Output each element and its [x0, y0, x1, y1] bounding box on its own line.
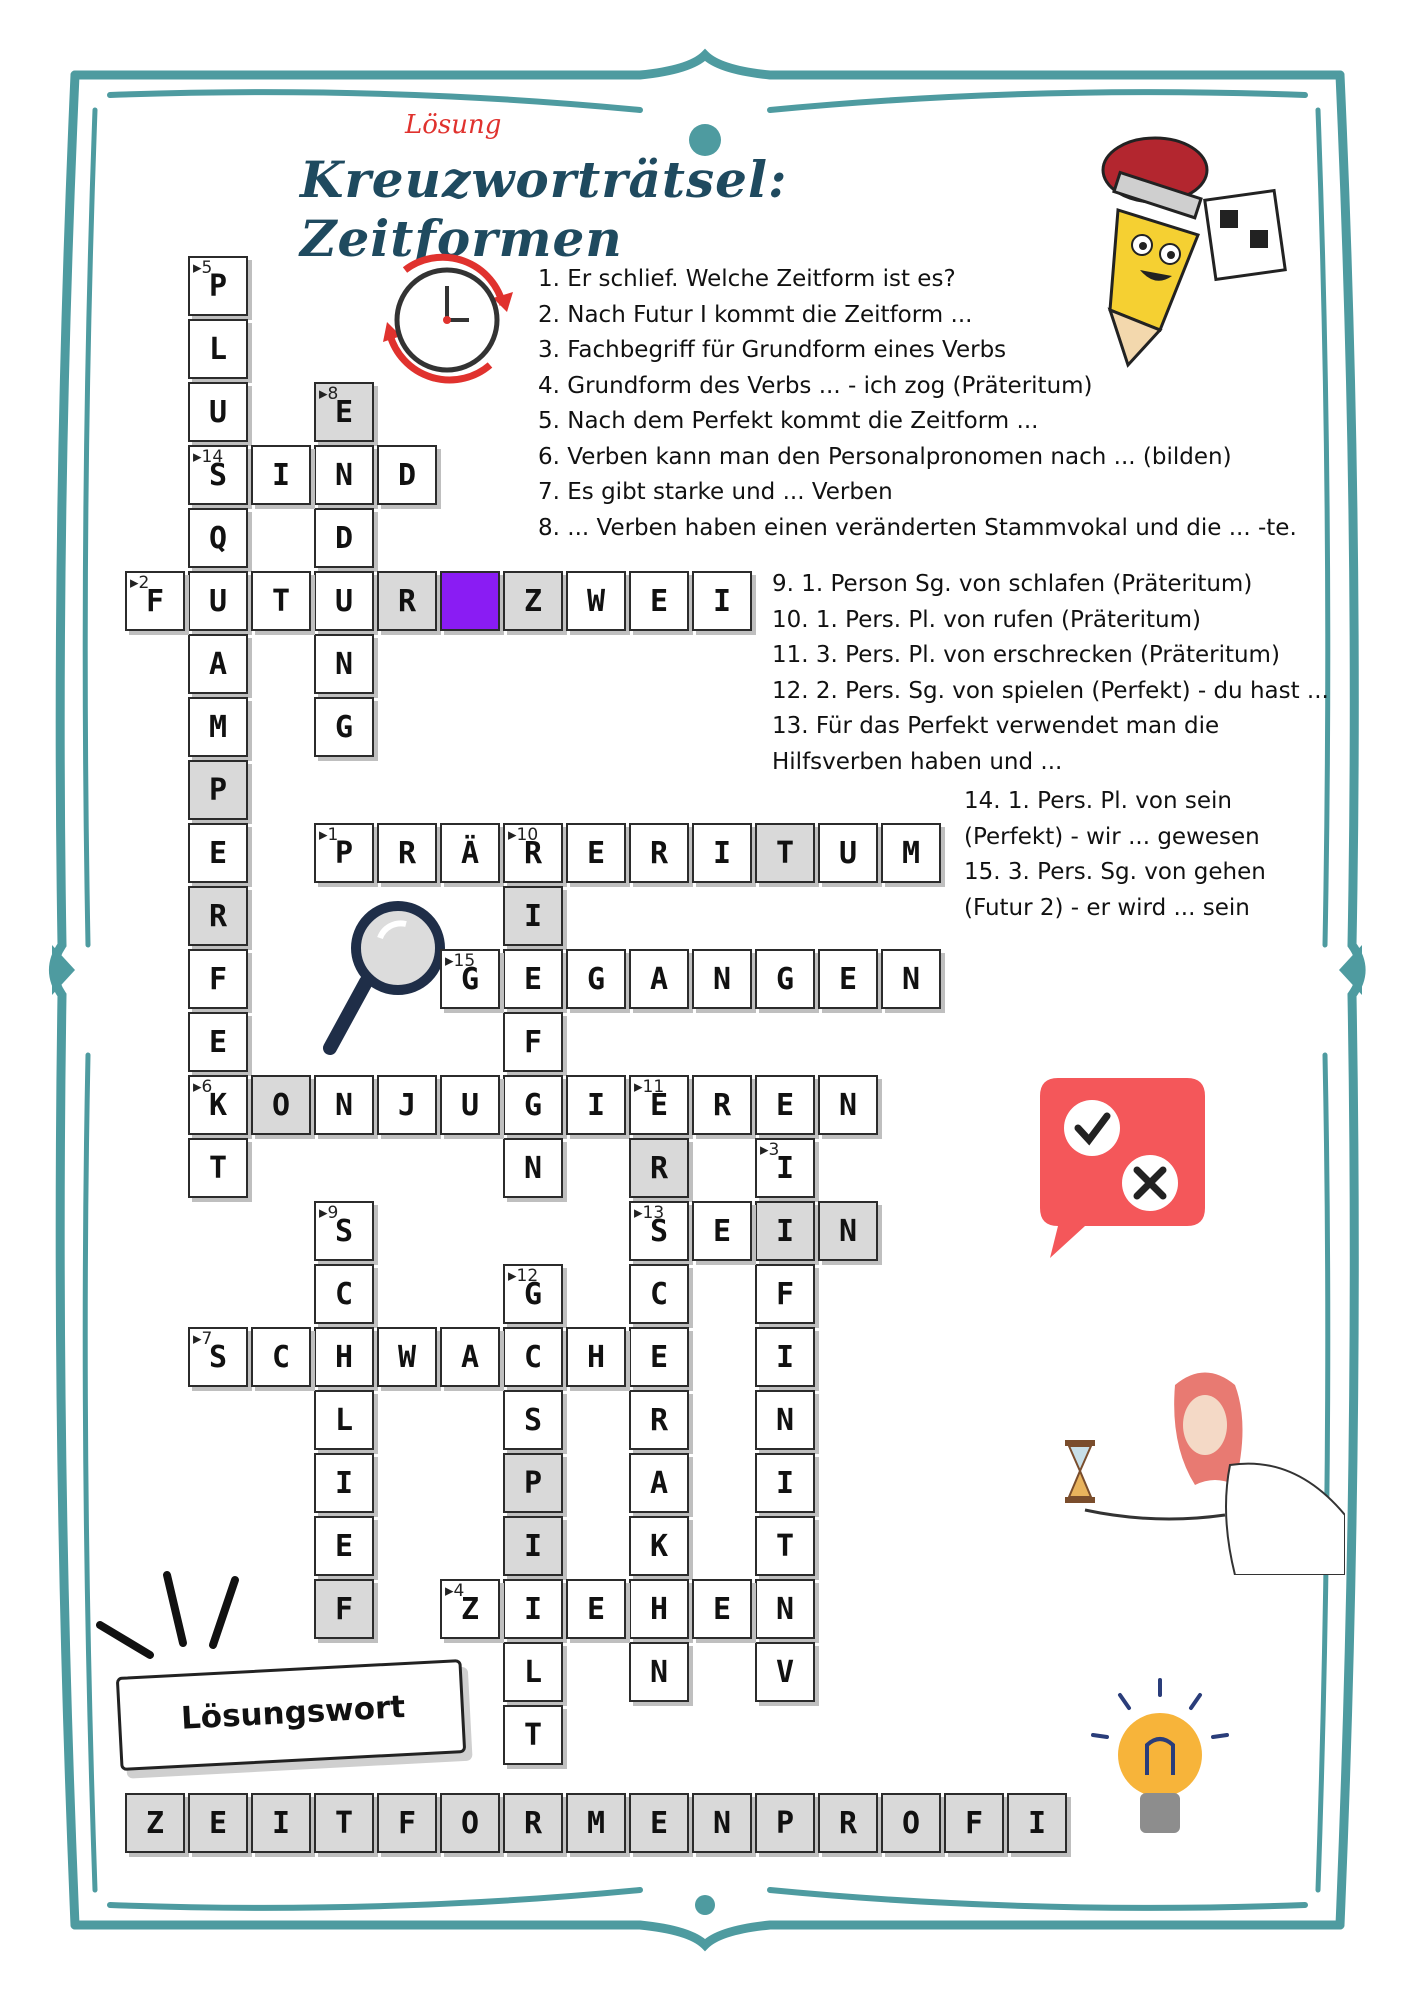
crossword-cell[interactable] — [503, 1453, 563, 1513]
clue-3: 3. Fachbegriff für Grundform eines Verbs — [538, 337, 1007, 363]
cell-letter: T — [271, 584, 291, 619]
clue-15-cont: (Futur 2) - er wird ... sein — [964, 894, 1250, 921]
cell-letter: G — [460, 962, 480, 997]
crossword-cell[interactable] — [188, 256, 248, 316]
cell-letter: R — [649, 1151, 669, 1186]
crossword-cell[interactable] — [440, 571, 500, 631]
crossword-cell[interactable] — [503, 886, 563, 946]
crossword-cell[interactable] — [881, 823, 941, 883]
clue-number: ▸8 — [319, 384, 339, 404]
crossword-cell[interactable] — [755, 1516, 815, 1576]
cell-letter: C — [271, 1340, 291, 1375]
crossword-cell[interactable] — [314, 508, 374, 568]
cell-letter: P — [208, 773, 228, 808]
clue-15: 15. 3. Pers. Sg. von gehen — [964, 859, 1266, 885]
solution-letter: I — [1027, 1806, 1047, 1841]
crossword-cell[interactable] — [188, 571, 248, 631]
clue-8: 8. ... Verben haben einen veränderten Stammvokal und die ... -te. — [538, 514, 1297, 541]
clue-13-cont: Hilfsverben haben und ... — [772, 748, 1063, 775]
cell-letter: N — [649, 1655, 669, 1690]
clue-14: 14. 1. Pers. Pl. von sein — [964, 788, 1232, 814]
cell-letter: U — [208, 395, 228, 430]
crossword-cell[interactable] — [188, 319, 248, 379]
solution-letter: N — [712, 1806, 732, 1841]
clue-7: 7. Es gibt starke und ... Verben — [538, 479, 893, 505]
cell-letter: C — [523, 1340, 543, 1375]
cell-letter: E — [838, 962, 858, 997]
crossword-cell[interactable] — [503, 1075, 563, 1135]
cell-letter: I — [334, 1466, 354, 1501]
cell-letter: U — [208, 584, 228, 619]
cell-letter: S — [208, 1340, 228, 1375]
cell-letter: Z — [460, 1592, 480, 1627]
crossword-cell[interactable] — [188, 508, 248, 568]
clue-number: ▸13 — [634, 1203, 665, 1223]
cell-letter: R — [397, 584, 417, 619]
clue-2: 2. Nach Futur I kommt die Zeitform ... — [538, 301, 973, 328]
cell-letter: S — [334, 1214, 354, 1249]
crossword-cell[interactable] — [314, 634, 374, 694]
cell-letter: Ä — [460, 836, 480, 871]
cell-letter: I — [523, 899, 543, 934]
solution-cell[interactable] — [692, 1793, 752, 1853]
crossword-cell[interactable] — [629, 1579, 689, 1639]
cell-letter: F — [208, 962, 228, 997]
crossword-cell[interactable] — [629, 1264, 689, 1324]
clue-number: ▸12 — [508, 1266, 539, 1286]
crossword-cell[interactable] — [188, 1138, 248, 1198]
solution-letter: E — [649, 1806, 669, 1841]
solution-cell[interactable] — [440, 1793, 500, 1853]
crossword-cell[interactable] — [503, 823, 563, 883]
solution-cell[interactable] — [377, 1793, 437, 1853]
solution-cell[interactable] — [503, 1793, 563, 1853]
crossword-cell[interactable] — [188, 634, 248, 694]
cell-letter: T — [208, 1151, 228, 1186]
solution-tag: Lösung — [405, 110, 502, 140]
cell-letter: R — [523, 836, 543, 871]
solution-letter: R — [523, 1806, 543, 1841]
crossword-cell[interactable] — [629, 1516, 689, 1576]
crossword-cell[interactable] — [314, 1390, 374, 1450]
cell-letter: O — [271, 1088, 291, 1123]
crossword-cell[interactable] — [440, 1327, 500, 1387]
cell-letter: E — [208, 836, 228, 871]
clue-number: ▸3 — [760, 1140, 780, 1160]
cell-letter: C — [649, 1277, 669, 1312]
solution-cell[interactable] — [188, 1793, 248, 1853]
cell-letter: E — [649, 584, 669, 619]
crossword-cell[interactable] — [314, 1579, 374, 1639]
crossword-cell[interactable] — [818, 949, 878, 1009]
crossword-cell[interactable] — [503, 1390, 563, 1450]
crossword-cell[interactable] — [755, 949, 815, 1009]
solution-cell[interactable] — [881, 1793, 941, 1853]
crossword-cell[interactable] — [629, 1075, 689, 1135]
cell-letter: I — [271, 458, 291, 493]
cell-letter: A — [460, 1340, 480, 1375]
solution-letter: F — [397, 1806, 417, 1841]
solution-letter: O — [460, 1806, 480, 1841]
cell-letter: R — [649, 1403, 669, 1438]
crossword-cell[interactable] — [188, 1075, 248, 1135]
clue-number: ▸2 — [130, 573, 150, 593]
solution-label: Lösungswort — [180, 1689, 407, 1737]
crossword-cell[interactable] — [188, 1327, 248, 1387]
crossword-cell[interactable] — [188, 823, 248, 883]
crossword-cell[interactable] — [251, 1075, 311, 1135]
crossword-cell[interactable] — [440, 949, 500, 1009]
crossword-cell[interactable] — [755, 823, 815, 883]
crossword-cell[interactable] — [188, 886, 248, 946]
crossword-cell[interactable] — [566, 949, 626, 1009]
cell-letter: W — [586, 584, 606, 619]
crossword-cell[interactable] — [314, 823, 374, 883]
crossword-cell[interactable] — [314, 382, 374, 442]
solution-cell[interactable] — [818, 1793, 878, 1853]
crossword-cell[interactable] — [629, 1390, 689, 1450]
crossword-cell[interactable] — [503, 1642, 563, 1702]
cell-letter: G — [523, 1088, 543, 1123]
crossword-cell[interactable] — [755, 1264, 815, 1324]
cell-letter: G — [775, 962, 795, 997]
crossword-cell[interactable] — [188, 760, 248, 820]
crossword-cell[interactable] — [503, 1705, 563, 1765]
cell-letter: T — [775, 1529, 795, 1564]
solution-letter: M — [586, 1806, 606, 1841]
solution-cell[interactable] — [314, 1793, 374, 1853]
cell-letter: U — [334, 584, 354, 619]
clue-number: ▸7 — [193, 1329, 213, 1349]
cell-letter: E — [334, 1529, 354, 1564]
cell-letter: S — [523, 1403, 543, 1438]
clue-11: 11. 3. Pers. Pl. von erschrecken (Präteritum) — [772, 642, 1280, 668]
crossword-cell[interactable] — [314, 1075, 374, 1135]
crossword-cell[interactable] — [440, 1579, 500, 1639]
crossword-cell[interactable] — [755, 1075, 815, 1135]
crossword-cell[interactable] — [881, 949, 941, 1009]
cell-letter: A — [649, 962, 669, 997]
solution-cell[interactable] — [125, 1793, 185, 1853]
cell-letter: A — [649, 1466, 669, 1501]
crossword-cell[interactable] — [440, 823, 500, 883]
cell-letter: E — [523, 962, 543, 997]
cell-letter: F — [145, 584, 165, 619]
cell-letter: G — [586, 962, 606, 997]
crossword-cell[interactable] — [629, 823, 689, 883]
cell-letter: S — [649, 1214, 669, 1249]
cell-letter: N — [334, 647, 354, 682]
cell-letter: E — [334, 395, 354, 430]
crossword-cell[interactable] — [188, 382, 248, 442]
crossword-cell[interactable] — [440, 1075, 500, 1135]
solution-cell[interactable] — [629, 1793, 689, 1853]
crossword-cell[interactable] — [251, 1327, 311, 1387]
crossword-cell[interactable] — [692, 1075, 752, 1135]
cell-letter: E — [775, 1088, 795, 1123]
cell-letter: U — [838, 836, 858, 871]
cell-letter: H — [586, 1340, 606, 1375]
cell-letter: G — [523, 1277, 543, 1312]
solution-letter: O — [901, 1806, 921, 1841]
cell-letter: Z — [523, 584, 543, 619]
crossword-cell[interactable] — [755, 1453, 815, 1513]
clue-5: 5. Nach dem Perfekt kommt die Zeitform ... — [538, 408, 1039, 434]
clue-13: 13. Für das Perfekt verwendet man die — [772, 713, 1220, 739]
solution-cell[interactable] — [251, 1793, 311, 1853]
cell-letter: I — [712, 836, 732, 871]
crossword-cell[interactable] — [503, 1516, 563, 1576]
cell-letter: E — [586, 836, 606, 871]
solution-letter: I — [271, 1806, 291, 1841]
clue-number: ▸4 — [445, 1581, 465, 1601]
cell-letter: I — [775, 1466, 795, 1501]
crossword-cell[interactable] — [755, 1327, 815, 1387]
cell-letter: E — [712, 1592, 732, 1627]
crossword-cell[interactable] — [692, 949, 752, 1009]
crossword-cell[interactable] — [629, 1201, 689, 1261]
crossword-cell[interactable] — [755, 1390, 815, 1450]
cell-letter: N — [712, 962, 732, 997]
clue-number: ▸5 — [193, 258, 213, 278]
crossword-cell[interactable] — [188, 697, 248, 757]
crossword-cell[interactable] — [629, 949, 689, 1009]
crossword-cell[interactable] — [377, 823, 437, 883]
solution-cell[interactable] — [566, 1793, 626, 1853]
solution-cell[interactable] — [1007, 1793, 1067, 1853]
solution-letter: R — [838, 1806, 858, 1841]
crossword-cell[interactable] — [629, 1642, 689, 1702]
crossword-cell[interactable] — [692, 1201, 752, 1261]
cell-letter: L — [523, 1655, 543, 1690]
solution-letter: E — [208, 1806, 228, 1841]
cell-letter: P — [334, 836, 354, 871]
cell-letter: N — [838, 1088, 858, 1123]
crossword-cell[interactable] — [503, 949, 563, 1009]
crossword-cell[interactable] — [503, 1012, 563, 1072]
crossword-cell[interactable] — [692, 823, 752, 883]
cell-letter: K — [649, 1529, 669, 1564]
clue-6: 6. Verben kann man den Personalpronomen nach ... (bilden) — [538, 443, 1232, 470]
crossword-cell[interactable] — [377, 445, 437, 505]
cell-letter: D — [334, 521, 354, 556]
clue-4: 4. Grundform des Verbs ... - ich zog (Präteritum) — [538, 372, 1093, 399]
cell-letter: R — [208, 899, 228, 934]
cell-letter: T — [523, 1718, 543, 1753]
crossword-cell[interactable] — [503, 1264, 563, 1324]
crossword-cell[interactable] — [188, 445, 248, 505]
crossword-cell[interactable] — [692, 1579, 752, 1639]
crossword-cell[interactable] — [755, 1642, 815, 1702]
cell-letter: L — [334, 1403, 354, 1438]
clue-number: ▸10 — [508, 825, 539, 845]
cell-letter: W — [397, 1340, 417, 1375]
solution-cell[interactable] — [944, 1793, 1004, 1853]
cell-letter: M — [208, 710, 228, 745]
crossword-cell[interactable] — [314, 571, 374, 631]
cell-letter: J — [397, 1088, 417, 1123]
cell-letter: L — [208, 332, 228, 367]
solution-letter: T — [334, 1806, 354, 1841]
crossword-cell[interactable] — [755, 1201, 815, 1261]
crossword-cell[interactable] — [692, 571, 752, 631]
cell-letter: I — [586, 1088, 606, 1123]
cell-letter: I — [775, 1151, 795, 1186]
cell-letter: F — [334, 1592, 354, 1627]
crossword-cell[interactable] — [629, 571, 689, 631]
clue-12: 12. 2. Pers. Sg. von spielen (Perfekt) - du hast ... — [772, 677, 1329, 704]
crossword-cell[interactable] — [818, 1201, 878, 1261]
crossword-cell[interactable] — [629, 1138, 689, 1198]
clue-number: ▸1 — [319, 825, 339, 845]
crossword-cell[interactable] — [314, 445, 374, 505]
clue-9: 9. 1. Person Sg. von schlafen (Präteritum) — [772, 571, 1253, 597]
crossword-cell[interactable] — [629, 1327, 689, 1387]
cell-letter: M — [901, 836, 921, 871]
cell-letter: F — [523, 1025, 543, 1060]
clue-number: ▸15 — [445, 951, 476, 971]
cell-letter: E — [649, 1088, 669, 1123]
crossword-cell[interactable] — [566, 571, 626, 631]
crossword-cell[interactable] — [314, 697, 374, 757]
crossword-cell[interactable] — [314, 1516, 374, 1576]
solution-letter: F — [964, 1806, 984, 1841]
crossword-cell[interactable] — [377, 1327, 437, 1387]
crossword-cell[interactable] — [566, 1327, 626, 1387]
crossword-cell[interactable] — [755, 1138, 815, 1198]
crossword-cell[interactable] — [314, 1453, 374, 1513]
crossword-cell[interactable] — [566, 1075, 626, 1135]
cell-letter: P — [523, 1466, 543, 1501]
cell-letter: R — [397, 836, 417, 871]
cell-letter: F — [775, 1277, 795, 1312]
crossword-cell[interactable] — [818, 823, 878, 883]
cell-letter: H — [334, 1340, 354, 1375]
crossword-cell[interactable] — [503, 1579, 563, 1639]
clue-10: 10. 1. Pers. Pl. von rufen (Präteritum) — [772, 606, 1202, 633]
crossword-cell[interactable] — [755, 1579, 815, 1639]
cell-letter: A — [208, 647, 228, 682]
cell-letter: Q — [208, 521, 228, 556]
crossword-cell[interactable] — [314, 1201, 374, 1261]
cell-letter: N — [838, 1214, 858, 1249]
cell-letter: I — [712, 584, 732, 619]
cell-letter: H — [649, 1592, 669, 1627]
cell-letter: E — [586, 1592, 606, 1627]
cell-letter: T — [775, 836, 795, 871]
cell-letter: N — [334, 458, 354, 493]
crossword-cell[interactable] — [818, 1075, 878, 1135]
clue-1: 1. Er schlief. Welche Zeitform ist es? — [538, 266, 956, 292]
cell-letter: E — [649, 1340, 669, 1375]
cell-letter: N — [775, 1403, 795, 1438]
solution-cell[interactable] — [755, 1793, 815, 1853]
crossword-cell[interactable] — [503, 1327, 563, 1387]
cell-letter: G — [334, 710, 354, 745]
crossword-cell[interactable] — [566, 1579, 626, 1639]
crossword-cell[interactable] — [503, 571, 563, 631]
cell-letter: P — [208, 269, 228, 304]
cell-letter: N — [523, 1151, 543, 1186]
cell-letter: R — [649, 836, 669, 871]
crossword-cell[interactable] — [314, 1327, 374, 1387]
cell-letter: I — [523, 1529, 543, 1564]
clue-number: ▸11 — [634, 1077, 665, 1097]
cell-letter: R — [712, 1088, 732, 1123]
crossword-cell[interactable] — [314, 1264, 374, 1324]
cell-letter: E — [208, 1025, 228, 1060]
cell-letter: I — [775, 1340, 795, 1375]
crossword-cell[interactable] — [503, 1138, 563, 1198]
solution-letter: Z — [145, 1806, 165, 1841]
clue-14-cont: (Perfekt) - wir ... gewesen — [964, 823, 1260, 850]
cell-letter: N — [775, 1592, 795, 1627]
cell-letter: D — [397, 458, 417, 493]
cell-letter: K — [208, 1088, 228, 1123]
clue-number: ▸6 — [193, 1077, 213, 1097]
crossword-cell[interactable] — [188, 1012, 248, 1072]
crossword-cell[interactable] — [629, 1453, 689, 1513]
crossword-cell[interactable] — [251, 445, 311, 505]
crossword-cell[interactable] — [188, 949, 248, 1009]
crossword-cell[interactable] — [125, 571, 185, 631]
cell-letter: N — [334, 1088, 354, 1123]
solution-letter: P — [775, 1806, 795, 1841]
crossword-cell[interactable] — [377, 571, 437, 631]
cell-letter: I — [523, 1592, 543, 1627]
cell-letter: C — [334, 1277, 354, 1312]
crossword-cell[interactable] — [566, 823, 626, 883]
cell-letter: U — [460, 1088, 480, 1123]
cell-letter: S — [208, 458, 228, 493]
cell-letter: V — [775, 1655, 795, 1690]
clue-number: ▸9 — [319, 1203, 339, 1223]
crossword-cell[interactable] — [377, 1075, 437, 1135]
page-title: Kreuzworträtsel: Zeitformen — [300, 150, 788, 268]
cell-letter: E — [712, 1214, 732, 1249]
solution-label-box — [116, 1659, 466, 1771]
clue-number: ▸14 — [193, 447, 224, 467]
cell-letter: I — [775, 1214, 795, 1249]
crossword-cell[interactable] — [251, 571, 311, 631]
cell-letter: N — [901, 962, 921, 997]
